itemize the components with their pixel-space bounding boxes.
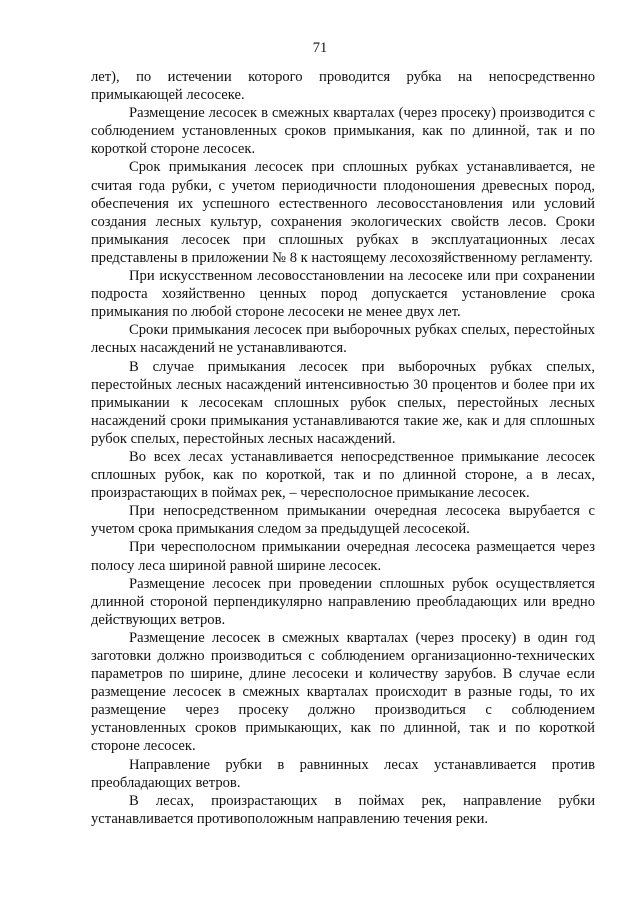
paragraph: При чересполосном примыкании очередная лесосека размещается через полосу леса шириной равной ширине лесосек. — [91, 539, 595, 574]
paragraph-continuation: лет), по истечении которого проводится рубка на непосредственно примыкающей лесосеке. — [91, 69, 595, 104]
paragraph: Во всех лесах устанавливается непосредственное примыкание лесосек сплошных рубок, как по короткой, так и по длинной стороне, а в лесах, произрастающих в поймах рек, – чересполосное примыкание лесосек. — [91, 448, 595, 502]
paragraph: При непосредственном примыкании очередная лесосека вырубается с учетом срока примыкания следом за предыдущей лесосекой. — [91, 503, 595, 538]
paragraph: Размещение лесосек при проведении сплошных рубок осуществляется длинной стороной перпендикулярно направлению преобладающих или вредно действующих ветров. — [91, 575, 595, 628]
document-body — [91, 68, 595, 828]
paragraph: Сроки примыкания лесосек при выборочных рубках спелых, перестойных лесных насаждений не устанавливаются. — [91, 322, 595, 357]
page-number: 71 — [312, 40, 328, 56]
paragraph: Размещение лесосек в смежных кварталах (через просеку) в один год заготовки должно производиться с соблюдением организационно-технических параметров по ширине, длине лесосеки и количеству зарубов. В случае если размещение лесосек в смежных кварталах происходит в разные годы, то их размещение через просеку должно производиться с соблюдением установленных сроков примыкающих, как по длинной, так и по короткой стороне лесосек. — [91, 629, 595, 755]
paragraph: Срок примыкания лесосек при сплошных рубках устанавливается, не считая года рубки, с учетом периодичности плодоношения древесных пород, обеспечения их успешного естественного лесовосстановления или условий создания лесных культур, сохранения экологических свойств лесов. Сроки примыкания лесосек при сплошных рубках в эксплуатационных лесах представлены в приложении № 8 к настоящему лесохозяйственному регламенту. — [91, 159, 595, 266]
paragraph: Направление рубки в равнинных лесах устанавливается против преобладающих ветров. — [91, 756, 595, 791]
paragraph: Размещение лесосек в смежных кварталах (через просеку) производится с соблюдением установленных сроков примыкания, как по длинной, так и по короткой стороне лесосек. — [91, 105, 595, 158]
paragraph: В случае примыкания лесосек при выборочных рубках спелых, перестойных лесных насаждений интенсивностью 30 процентов и более при их примыкании к лесосекам сплошных рубок спелых, перестойных лесных насаждений сроки примыкания устанавливаются такие же, как и для сплошных рубок спелых, перестойных лесных насаждений. — [91, 358, 595, 447]
paragraph: В лесах, произрастающих в поймах рек, направление рубки устанавливается противоположным направлению течения реки. — [91, 792, 595, 827]
paragraph: При искусственном лесовосстановлении на лесосеке или при сохранении подроста хозяйственно ценных пород допускается установление срока примыкания по любой стороне лесосеки не менее двух лет. — [91, 268, 595, 321]
